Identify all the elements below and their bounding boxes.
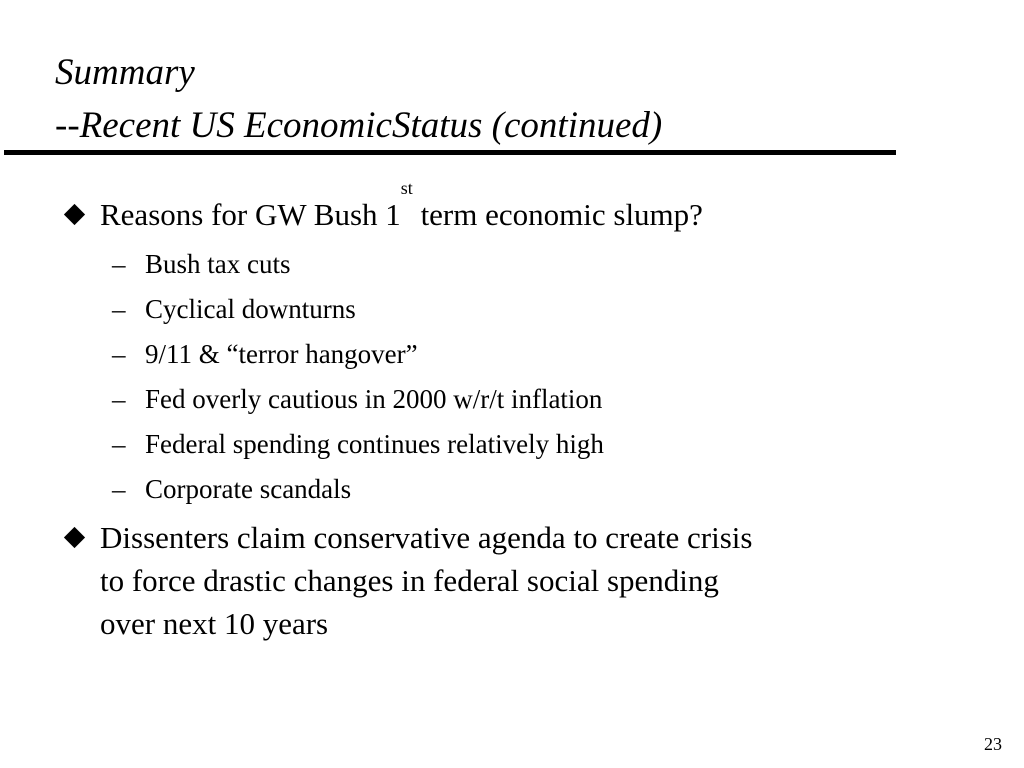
bullet-text-line: to force drastic changes in federal social spending	[100, 563, 719, 598]
bullet-text-part: Reasons for GW Bush 1	[100, 197, 401, 232]
title-underline-rule	[4, 150, 896, 155]
sub-bullet-text: Federal spending continues relatively high	[145, 429, 604, 459]
dash-bullet-icon: –	[112, 294, 126, 324]
dash-bullet-icon: –	[112, 429, 126, 459]
dash-bullet-icon: –	[112, 474, 126, 504]
bullet-text-reasons	[100, 178, 950, 236]
slide-title-line-2: --Recent US EconomicStatus (continued)	[55, 105, 663, 146]
bullet-text-line: Dissenters claim conservative agenda to create crisis	[100, 520, 753, 555]
sub-bullet-text: Corporate scandals	[145, 474, 352, 504]
dash-bullet-icon: –	[112, 384, 126, 414]
sub-bullet-text: 9/11 & “terror hangover”	[145, 339, 418, 369]
diamond-bullet-icon	[64, 527, 85, 548]
sub-bullet-text: Bush tax cuts	[145, 249, 291, 279]
diamond-bullet-icon	[64, 204, 85, 225]
bullet-text-part: term economic slump?	[412, 197, 703, 232]
sub-bullet-text: Fed overly cautious in 2000 w/r/t inflation	[145, 384, 603, 414]
dash-bullet-icon: –	[112, 339, 126, 369]
ordinal-superscript: st	[400, 178, 413, 198]
sub-bullet-text: Cyclical downturns	[145, 294, 356, 324]
page-number: 23	[984, 734, 1002, 754]
slide-title	[55, 46, 662, 152]
slide-title-line-1: Summary	[55, 52, 195, 93]
bullet-text-line: over next 10 years	[100, 606, 329, 641]
dash-bullet-icon: –	[112, 249, 126, 279]
bullet-text-dissenters	[100, 516, 950, 645]
